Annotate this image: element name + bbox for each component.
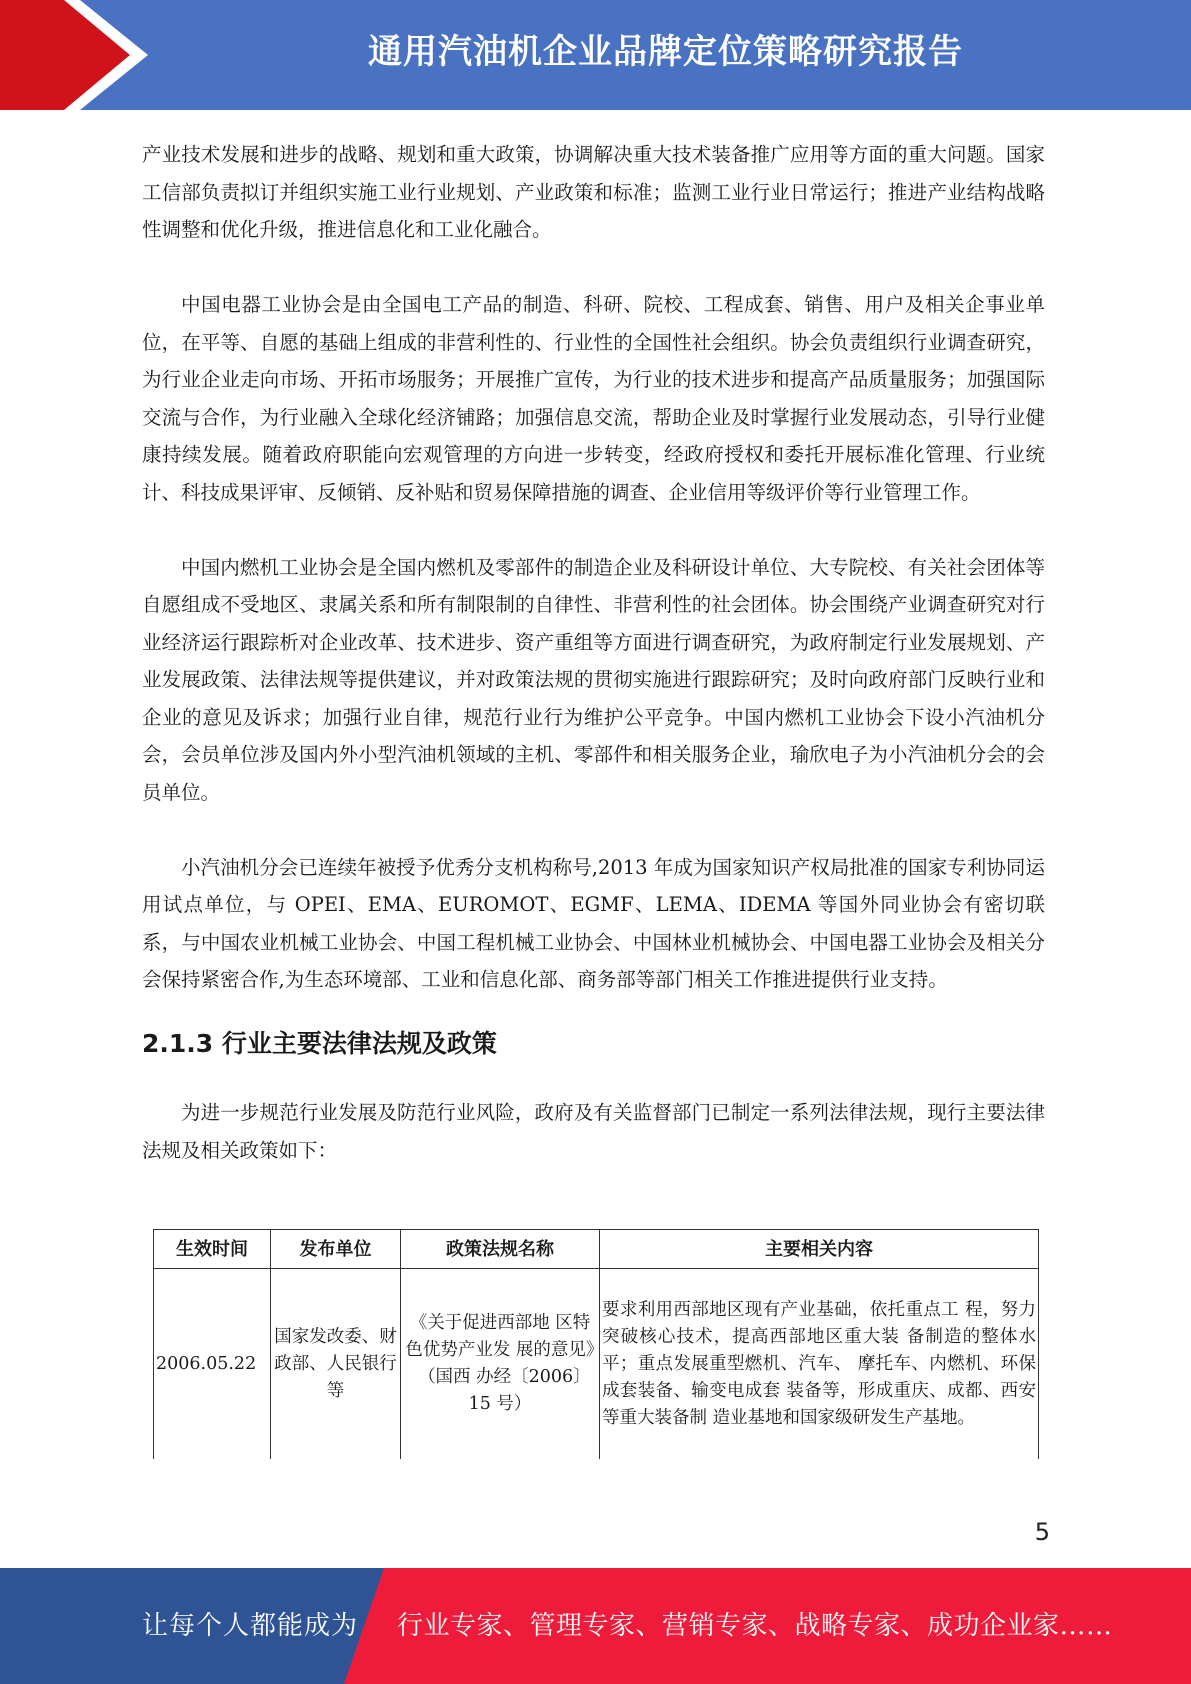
page-number: 5 [1034, 1518, 1050, 1546]
section-heading: 2.1.3 行业主要法律法规及政策 [142, 1029, 497, 1058]
column-header-issuer: 发布单位 [271, 1230, 401, 1269]
column-header-content: 主要相关内容 [600, 1230, 1039, 1269]
column-header-policy-name: 政策法规名称 [401, 1230, 600, 1269]
footer-slogan-right: 行业专家、管理专家、营销专家、战略专家、成功企业家…… [397, 1611, 1113, 1641]
cell-issuer: 国家发改委、财政部、人民银行等 [271, 1269, 401, 1460]
paragraph-small-gasoline-branch: 小汽油机分会已连续年被授予优秀分支机构称号,2013 年成为国家知识产权局批准的国家专利协同运用试点单位，与 OPEI、EMA、EUROMOT、EGMF、LEMA、IDEMA 等国外同业协会有密切联系，与中国农业机械工业协会、中国工程机械工业协会、中国林业机械协会、中国电器工业协会及相关分会保持紧密合作,为生态环境部、工业和信息化部、商务部等部门相关工作推进提供行业支持。 [142, 855, 1045, 991]
paragraph-laws-intro: 为进一步规范行业发展及防范行业风险，政府及有关监督部门已制定一系列法律法规，现行主要法律法规及相关政策如下： [142, 1101, 1045, 1162]
policy-table [153, 1229, 1039, 1459]
page-header [0, 0, 1191, 110]
document-body [142, 136, 1045, 1169]
paragraph-ice-association: 中国内燃机工业协会是全国内燃机及零部件的制造企业及科研设计单位、大专院校、有关社会团体等自愿组成不受地区、隶属关系和所有制限制的自律性、非营利性的社会团体。协会围绕产业调查研究对行业经济运行跟踪析对企业改革、技术进步、资产重组等方面进行调查研究，为政府制定行业发展规划、产业发展政策、法律法规等提供建议，并对政策法规的贯彻实施进行跟踪研究；及时向政府部门反映行业和企业的意见及诉求；加强行业自律，规范行业行为维护公平竞争。中国内燃机工业协会下设小汽油机分会，会员单位涉及国内外小型汽油机领域的主机、零部件和相关服务企业，瑜欣电子为小汽油机分会的会员单位。 [142, 555, 1045, 804]
paragraph-industry-policy: 产业技术发展和进步的战略、规划和重大政策，协调解决重大技术装备推广应用等方面的重大问题。国家工信部负责拟订并组织实施工业行业规划、产业政策和标准；监测工业行业日常运行；推进产业结构战略性调整和优化升级，推进信息化和工业化融合。 [142, 143, 1045, 241]
cell-date: 2006.05.22 [154, 1269, 271, 1460]
page-footer [0, 1568, 1191, 1684]
header-arrow-decoration [0, 0, 200, 110]
table-header-row [154, 1230, 1039, 1269]
cell-content: 要求利用西部地区现有产业基础，依托重点工 程，努力突破核心技术，提高西部地区重大装 备制造的整体水平；重点发展重型燃机、汽车、 摩托车、内燃机、环保成套装备、输变电成套 装备等，形成重庆、成都、西安等重大装备制 造业基地和国家级研发生产基地。 [600, 1269, 1039, 1460]
cell-policy-name: 《关于促进西部地 区特色优势产业发 展的意见》（国西 办经〔2006〕 15 号） [401, 1269, 600, 1460]
footer-slogan-left: 让每个人都能成为 [142, 1611, 359, 1641]
report-title: 通用汽油机企业品牌定位策略研究报告 [368, 32, 963, 72]
paragraph-electrical-association: 中国电器工业协会是由全国电工产品的制造、科研、院校、工程成套、销售、用户及相关企事业单位，在平等、自愿的基础上组成的非营利性的、行业性的全国性社会组织。协会负责组织行业调查研究，为行业企业走向市场、开拓市场服务；开展推广宣传，为行业的技术进步和提高产品质量服务；加强国际交流与合作，为行业融入全球化经济铺路；加强信息交流，帮助企业及时掌握行业发展动态，引导行业健康持续发展。随着政府职能向宏观管理的方向进一步转变，经政府授权和委托开展标准化管理、行业统计、科技成果评审、反倾销、反补贴和贸易保障措施的调查、企业信用等级评价等行业管理工作。 [142, 293, 1045, 504]
table-row [154, 1269, 1039, 1460]
column-header-date: 生效时间 [154, 1230, 271, 1269]
